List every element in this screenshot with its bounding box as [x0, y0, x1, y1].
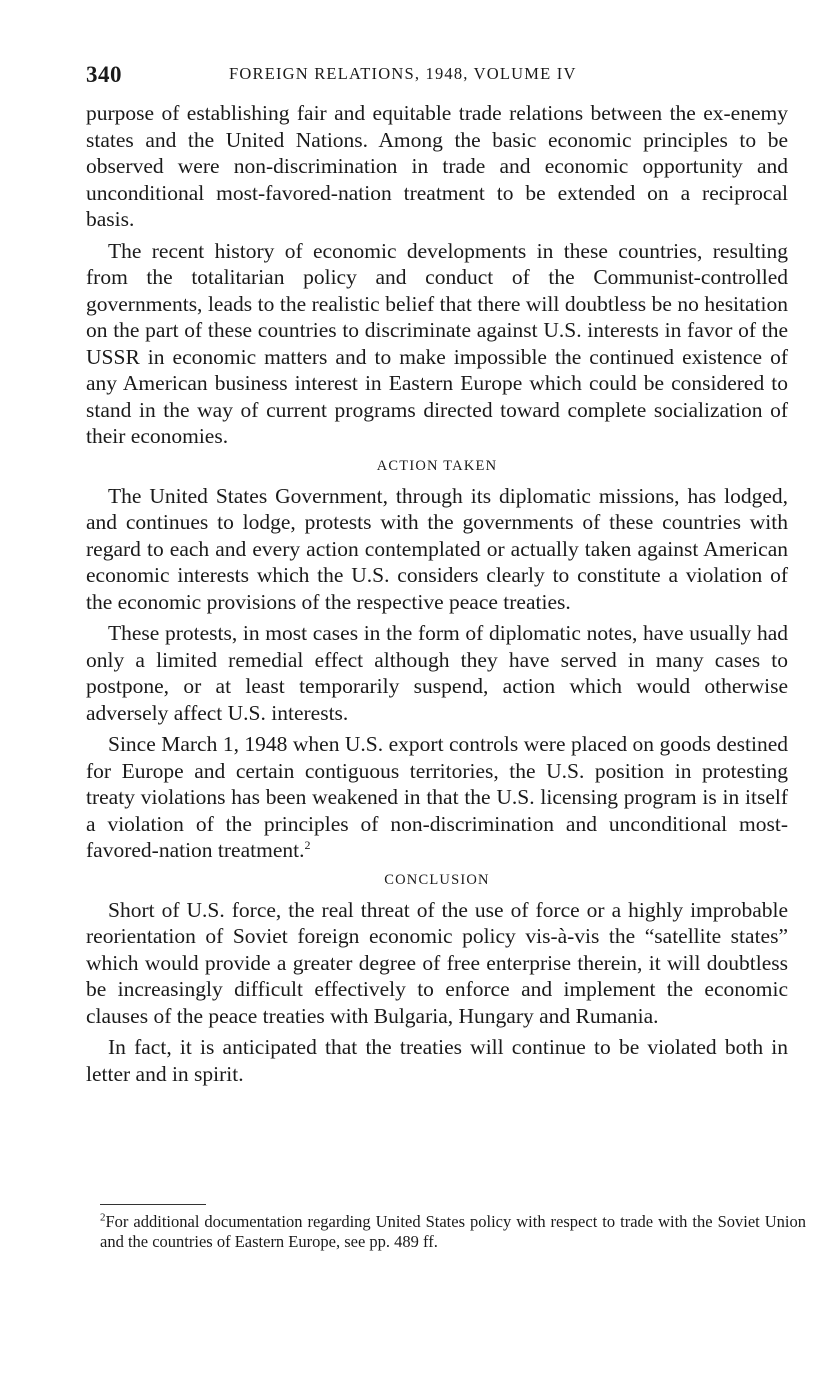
- paragraph-export-controls: [86, 731, 788, 864]
- paragraph-in-fact: In fact, it is anticipated that the treaties will continue to be violated both in letter and in spirit.: [86, 1035, 788, 1086]
- section-heading-action-taken: ACTION TAKEN: [376, 457, 498, 474]
- footnote-reference[interactable]: 2: [304, 837, 311, 852]
- paragraph-us-government: The United States Government, through its diplomatic missions, has lodged, and continues to lodge, protests with the governments of these countries with regard to each and every action contemplated or actually taken against American economic interests which the U.S. considers clearly to constitute a violation of the economic provisions of the respective peace treaties.: [86, 483, 788, 614]
- paragraph-recent-history: The recent history of economic developments in these countries, resulting from the totalitarian policy and conduct of the Communist-controlled governments, leads to the realistic belief that there will doubtless be no hesitation on the part of these countries to discriminate against U.S. interests in favor of the USSR in economic matters and to make impossible the continued existence of any American business interest in Eastern Europe which could be considered to stand in the way of current programs directed toward complete socialization of their economies.: [86, 238, 788, 448]
- document-body: [86, 100, 788, 1092]
- footnote: [100, 1212, 806, 1252]
- paragraph-short-of-force: Short of U.S. force, the real threat of the use of force or a highly improbable reorientation of Soviet foreign economic policy vis-à-vis the “satellite states” which would provide a greater degree of free enterprise therein, it will doubtless be increasingly difficult effectively to enforce and implement the economic clauses of the peace treaties with Bulgaria, Hungary and Rumania.: [86, 897, 788, 1028]
- paragraph-export-controls-text: Since March 1, 1948 when U.S. export controls were placed on goods destined for Europe and certain contiguous territories, the U.S. position in protesting treaty violations has been weakened in that the U.S. licensing program is in itself a violation of the principles of non-discrimination and unconditional most-favored-nation treatment.: [86, 732, 788, 862]
- paragraph-continued: purpose of establishing fair and equitable trade relations between the ex-enemy states and the United Nations. Among the basic economic principles to be observed were non-discrimination in trade and economic opportunity and unconditional most-favored-nation treatment to be extended on a reciprocal basis.: [86, 101, 788, 231]
- page-header: [86, 60, 806, 94]
- footnote-divider: [100, 1204, 206, 1205]
- paragraph-protests: These protests, in most cases in the form of diplomatic notes, have usually had only a limited remedial effect although they have served in many cases to postpone, or at least temporarily suspend, action which would otherwise adversely affect U.S. interests.: [86, 621, 788, 725]
- footnote-marker: 2: [100, 1211, 106, 1224]
- section-heading-conclusion: CONCLUSION: [384, 871, 490, 888]
- page-number: 340: [86, 62, 122, 87]
- running-title: FOREIGN RELATIONS, 1948, VOLUME IV: [229, 64, 577, 83]
- footnote-text: For additional documentation regarding United States policy with respect to trade with the Soviet Union and the countries of Eastern Europe, see pp. 489 ff.: [100, 1212, 806, 1251]
